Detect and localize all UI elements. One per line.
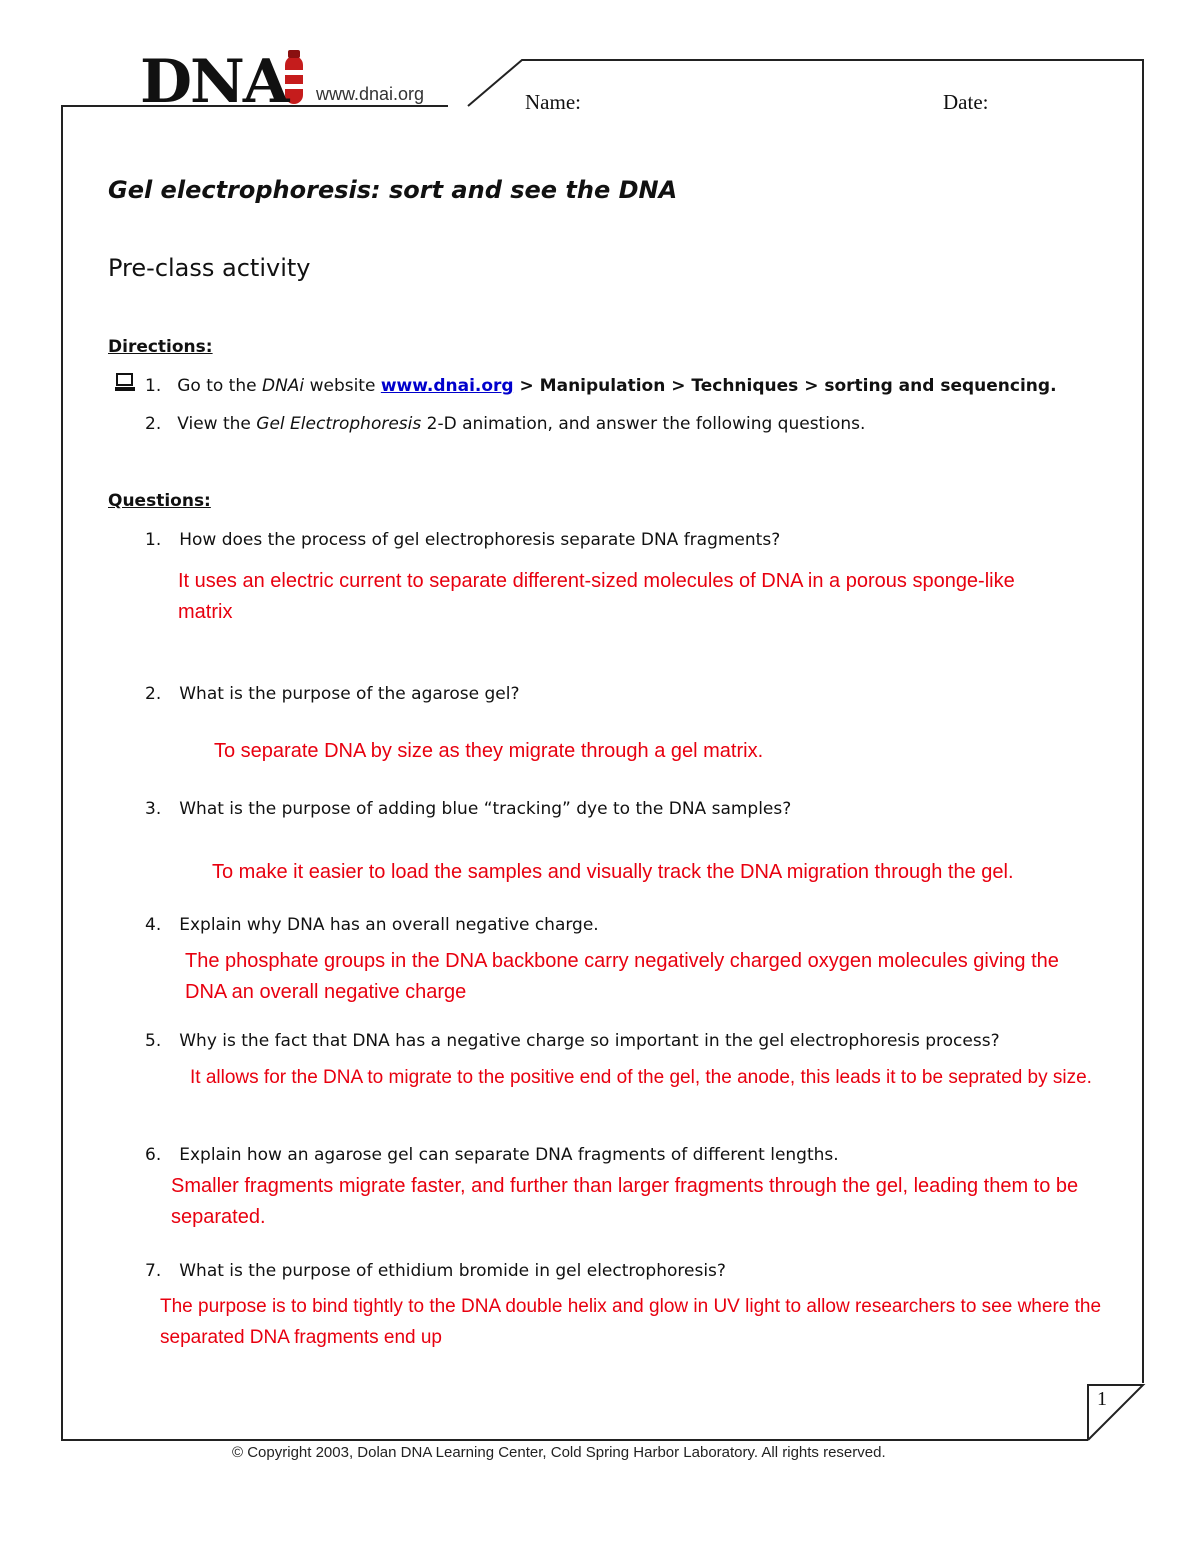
answer-2: To separate DNA by size as they migrate through a gel matrix. bbox=[214, 740, 764, 762]
question-6: 6. Explain how an agarose gel can separate DNA fragments of different lengths. bbox=[145, 1145, 839, 1165]
dna-tube-icon bbox=[285, 50, 303, 104]
answer-1: It uses an electric current to separate different-sized molecules of DNA in a porous sponge-like matrix bbox=[178, 570, 1015, 623]
answer-7: The purpose is to bind tightly to the DNA double helix and glow in UV light to allow researchers to see where the separated DNA fragments end up bbox=[160, 1296, 1102, 1348]
dnai-link[interactable]: www.dnai.org bbox=[380, 376, 514, 396]
answer-6: Smaller fragments migrate faster, and further than larger fragments through the gel, leading them to be separated. bbox=[171, 1175, 1079, 1228]
direction-step-2: 2. View the Gel Electrophoresis 2-D animation, and answer the following questions. bbox=[145, 414, 866, 434]
question-4: 4. Explain why DNA has an overall negative charge. bbox=[145, 915, 599, 935]
direction-step-1: 1. Go to the DNAi website www.dnai.org > Manipulation > Techniques > sorting and sequencing. bbox=[145, 376, 1057, 396]
question-1: 1. How does the process of gel electrophoresis separate DNA fragments? bbox=[145, 530, 781, 550]
computer-icon bbox=[114, 373, 136, 393]
question-3: 3. What is the purpose of adding blue “tracking” dye to the DNA samples? bbox=[145, 799, 792, 819]
page-title: Gel electrophoresis: sort and see the DNA bbox=[108, 176, 678, 204]
logo: DNA bbox=[140, 47, 288, 117]
question-5: 5. Why is the fact that DNA has a negative charge so important in the gel electrophoresis process? bbox=[145, 1031, 1000, 1051]
answer-3: To make it easier to load the samples and visually track the DNA migration through the gel. bbox=[212, 861, 1014, 883]
answer-4: The phosphate groups in the DNA backbone carry negatively charged oxygen molecules giving the DNA an overall negative charge bbox=[185, 950, 1059, 1003]
answer-5: It allows for the DNA to migrate to the positive end of the gel, the anode, this leads it to be seprated by size. bbox=[190, 1067, 1092, 1088]
date-label: Date: bbox=[943, 90, 989, 114]
question-7: 7. What is the purpose of ethidium bromide in gel electrophoresis? bbox=[145, 1261, 726, 1281]
copyright: © Copyright 2003, Dolan DNA Learning Center, Cold Spring Harbor Laboratory. All rights reserved. bbox=[232, 1444, 886, 1461]
logo-url: www.dnai.org bbox=[316, 84, 425, 104]
page-number: 1 bbox=[1097, 1388, 1107, 1410]
page-subtitle: Pre-class activity bbox=[108, 254, 311, 282]
name-label: Name: bbox=[525, 90, 581, 114]
question-2: 2. What is the purpose of the agarose gel? bbox=[145, 684, 520, 704]
directions-heading: Directions: bbox=[108, 337, 213, 357]
questions-heading: Questions: bbox=[108, 491, 211, 511]
